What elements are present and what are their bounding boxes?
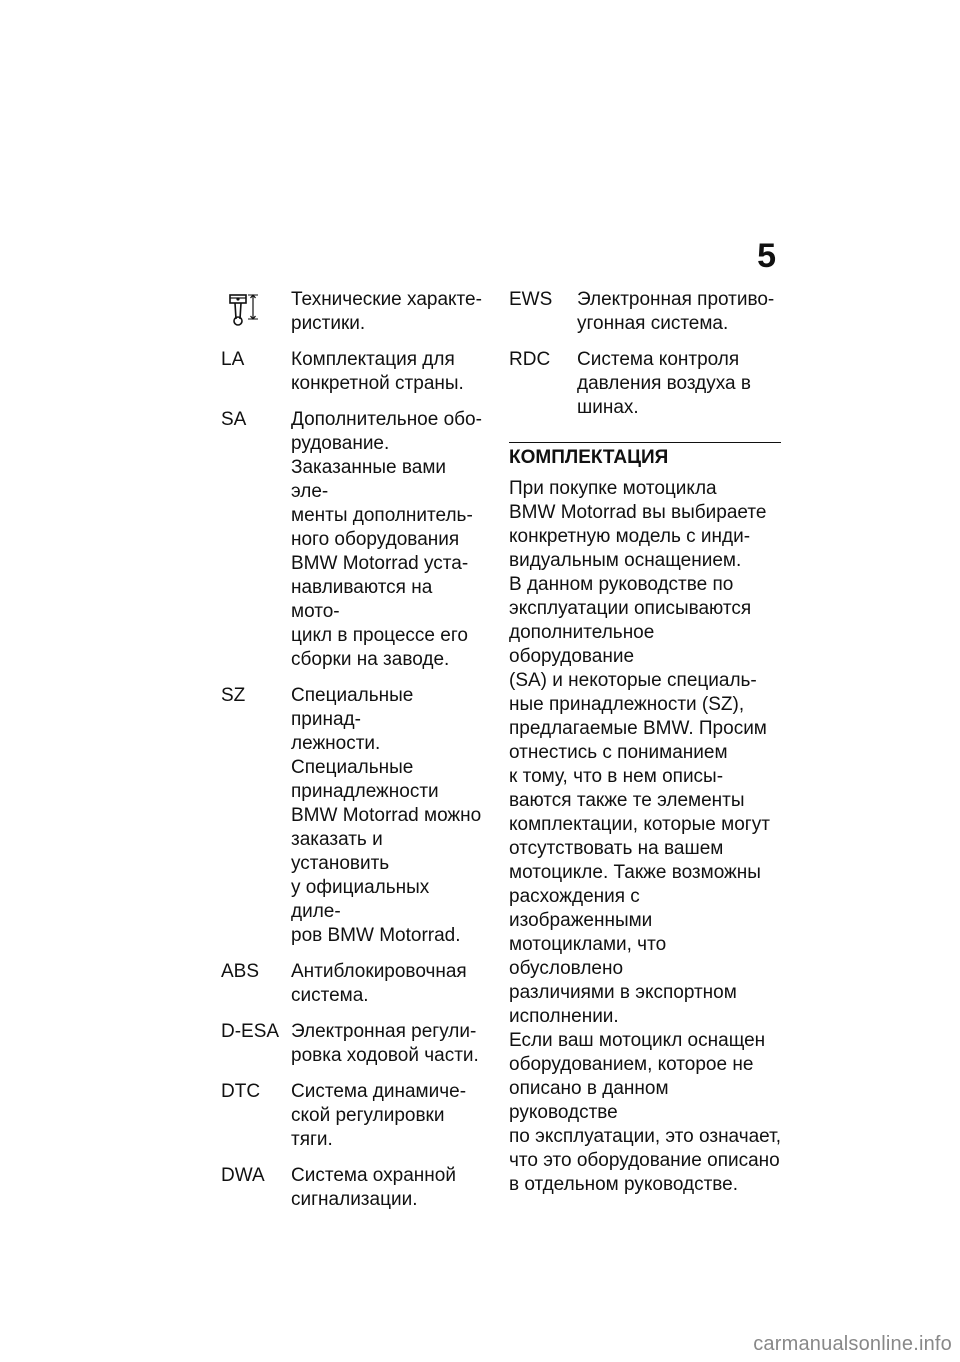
entry-abbr: RDC	[509, 349, 551, 370]
engine-piston-icon	[221, 288, 291, 328]
entry-text: Электронная противо- угонная система.	[577, 289, 775, 334]
section-heading: КОМПЛЕКТАЦИЯ	[509, 447, 669, 468]
section-divider	[509, 442, 781, 443]
entry-abbr: LA	[221, 349, 245, 370]
entry-text: Система динамиче- ской регулировки тяги.	[291, 1081, 467, 1150]
entry-text: Антиблокировочная система.	[291, 961, 467, 1006]
entry-text: Специальные принад- лежности. Специальные принадлежности BMW Motorrad можно заказать и установить у официальных диле- ров BMW Motorrad.	[291, 685, 482, 946]
right-column	[509, 288, 781, 1197]
entry-abbr: DWA	[221, 1165, 265, 1186]
page-number: 5	[757, 237, 776, 275]
entry-abbr: SZ	[221, 685, 246, 706]
body-paragraph: Если ваш мотоцикл оснащен оборудованием, которое не описано в данном руководстве по эксплуатации, это означает, что это оборудование описано в отдельном руководстве.	[509, 1030, 781, 1195]
entry-text: Система контроля давления воздуха в шинах.	[577, 349, 751, 418]
entry-dtc	[221, 1080, 483, 1152]
entry-text: Дополнительное обо- рудование. Заказанные вами эле- менты дополнитель- ного оборудования BMW Motorrad уста- навливаются на мото- цикл в процессе его сборки на заводе.	[291, 409, 482, 670]
entry-text: Электронная регули- ровка ходовой части.	[291, 1021, 479, 1066]
entry-abs	[221, 960, 483, 1008]
entry-d-esa	[221, 1020, 483, 1068]
entry-text: Комплектация для конкретной страны.	[291, 349, 464, 394]
body-paragraph: В данном руководстве по эксплуатации описываются дополнительное оборудование (SA) и некоторые специаль- ные принадлежности (SZ), предлагаемые BMW. Просим отнестись с пониманием к тому, что в нем описы- ваются также те элементы комплектации, которые могут отсутствовать на вашем мотоцикле. Также возможны расхождения с изображенными мотоциклами, что обусловлено различиями в экспортном исполнении.	[509, 574, 770, 1027]
entry-la	[221, 348, 483, 396]
entry-ews	[509, 288, 781, 336]
abbreviations-left-column	[221, 288, 483, 1224]
entry-text: Технические характе- ристики.	[291, 289, 482, 334]
entry-abbr: ABS	[221, 961, 260, 982]
entry-rdc	[509, 348, 781, 420]
entry-abbr: DTC	[221, 1081, 261, 1102]
entry-abbr: SA	[221, 409, 247, 430]
entry-sz	[221, 684, 483, 948]
entry-sa	[221, 408, 483, 672]
entry-abbr: D-ESA	[221, 1021, 280, 1042]
entry-abbr: EWS	[509, 289, 553, 310]
entry-technical-data	[221, 288, 483, 336]
watermark: carmanualsonline.info	[753, 1333, 952, 1355]
body-paragraph: При покупке мотоцикла BMW Motorrad вы выбираете конкретную модель с инди- видуальным оснащением.	[509, 478, 767, 571]
entry-text: Система охранной сигнализации.	[291, 1165, 456, 1210]
entry-dwa	[221, 1164, 483, 1212]
